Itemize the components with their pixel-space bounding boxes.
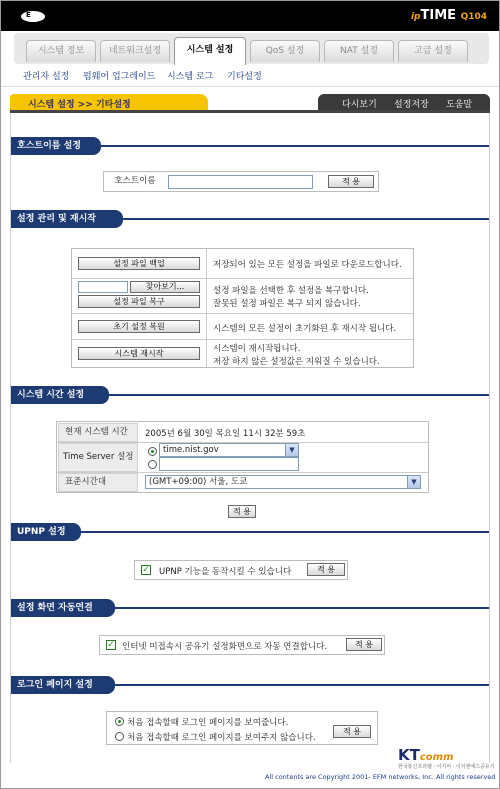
backup-desc: 저장되어 있는 모든 설정을 파일로 다운로드합니다.: [213, 260, 402, 270]
reboot-desc-1: 시스템이 재시작됩니다.: [213, 344, 301, 354]
restore-file-input[interactable]: [78, 281, 128, 293]
section-title: 호스트이름 설정: [11, 137, 101, 155]
autoconnect-box: [99, 635, 385, 655]
time-server-preset-radio[interactable]: [148, 447, 157, 456]
upnp-apply-button[interactable]: 적 용: [307, 563, 345, 576]
chevron-down-icon: ▼: [407, 476, 420, 488]
tab-system-info[interactable]: 시스템 정보: [26, 40, 96, 62]
breadcrumb: 시스템 설정 >> 기타설정: [10, 94, 208, 111]
time-apply-button[interactable]: 적 용: [228, 505, 256, 518]
factory-reset-button[interactable]: 초기 설정 복원: [78, 320, 200, 333]
autoconnect-apply-button[interactable]: 적 용: [346, 638, 382, 651]
autoconnect-label: 인터넷 미접속시 공유기 설정화면으로 자동 연결합니다.: [122, 642, 328, 652]
top-header: [1, 1, 499, 31]
login-box: [106, 711, 378, 745]
time-server-custom-radio[interactable]: [148, 460, 157, 469]
brand-logo: ipTIME Q104: [410, 8, 487, 23]
restore-desc-1: 설정 파일을 선택한 후 설정을 복구합니다.: [213, 286, 369, 296]
tab-qos[interactable]: QoS 설정: [250, 40, 320, 62]
time-server-label: Time Server 설정: [58, 443, 138, 472]
time-server-custom-input[interactable]: [159, 457, 299, 471]
reboot-button[interactable]: 시스템 재시작: [78, 347, 200, 360]
help-link[interactable]: 도움말: [446, 100, 473, 110]
chevron-down-icon: ▼: [285, 444, 298, 456]
hostname-box: [103, 171, 379, 192]
section-upnp: UPNP 설정: [11, 523, 489, 541]
time-box: [56, 421, 429, 493]
upnp-label: UPNP 기능을 동작시킬 수 있습니다: [159, 567, 292, 577]
timezone-label: 표준시간대: [58, 473, 138, 492]
login-apply-button[interactable]: 적 용: [333, 725, 371, 738]
action-bar: [318, 94, 490, 111]
section-login: 로그인 페이지 설정: [11, 676, 489, 694]
current-time-value: 2005년 6월 30일 목요일 11시 32분 59초: [145, 429, 306, 439]
efm-logo: E: [21, 11, 45, 22]
section-hostname: [11, 137, 489, 155]
backup-button[interactable]: 설정 파일 백업: [78, 257, 200, 270]
reboot-desc-2: 저장 하지 않은 설정값은 지워질 수 있습니다.: [213, 357, 380, 367]
kt-subtitle: 한국통신프리텔 · 이지씨 · 이지엔에스공유기: [398, 764, 495, 770]
tab-nat[interactable]: NAT 설정: [324, 40, 394, 62]
copyright: All contents are Copyright 2001- EFM networks, Inc. All rights reserved: [265, 773, 496, 781]
submenu-firmware[interactable]: 펌웨어 업그레이드: [83, 72, 156, 82]
login-show-label: 처음 접속할때 로그인 페이지를 보여줍니다.: [127, 718, 289, 728]
browse-button[interactable]: 찾아보기...: [130, 281, 200, 293]
restore-button[interactable]: 설정 파일 복구: [78, 295, 200, 308]
time-server-select[interactable]: time.nist.gov ▼: [159, 443, 299, 457]
login-hide-label: 처음 접속할때 로그인 페이지를 보여주지 않습니다.: [127, 733, 316, 743]
reload-link[interactable]: 다시보기: [342, 100, 377, 110]
upnp-checkbox[interactable]: ✓: [142, 565, 150, 575]
section-time: 시스템 시간 설정: [11, 386, 489, 404]
current-time-label: 현재 시스템 시간: [58, 423, 138, 442]
submenu-misc[interactable]: 기타설정: [227, 72, 262, 82]
reset-desc: 시스템의 모든 설정이 초기화된 후 재시작 됩니다.: [213, 324, 397, 334]
tab-advanced[interactable]: 고급 설정: [398, 40, 468, 62]
restore-desc-2: 잘못된 설정 파일은 복구 되지 않습니다.: [213, 299, 361, 309]
sub-menu: [1, 63, 499, 87]
kt-logo: KTcomm: [398, 746, 454, 764]
hostname-input[interactable]: [168, 175, 313, 189]
upnp-box: [134, 560, 348, 580]
tab-system-settings[interactable]: 시스템 설정: [174, 37, 246, 65]
login-hide-radio[interactable]: [115, 732, 124, 741]
tab-network[interactable]: 네트워크설정: [100, 40, 170, 62]
autoconnect-checkbox[interactable]: ✓: [107, 640, 115, 650]
section-config: 설정 관리 및 재시작: [11, 210, 489, 228]
main-tabs: [14, 33, 489, 64]
hostname-apply-button[interactable]: 적 용: [328, 175, 374, 188]
save-settings-link[interactable]: 설정저장: [394, 100, 429, 110]
config-box: [71, 248, 414, 368]
timezone-select[interactable]: (GMT+09:00) 서울, 도쿄 ▼: [145, 475, 421, 489]
submenu-log[interactable]: 시스템 로그: [167, 72, 214, 82]
hostname-label: 호스트이름: [106, 174, 164, 189]
submenu-admin[interactable]: 관리자 설정: [23, 72, 70, 82]
section-autoconnect: 설정 화면 자동연결: [11, 599, 489, 617]
login-show-radio[interactable]: [115, 717, 124, 726]
